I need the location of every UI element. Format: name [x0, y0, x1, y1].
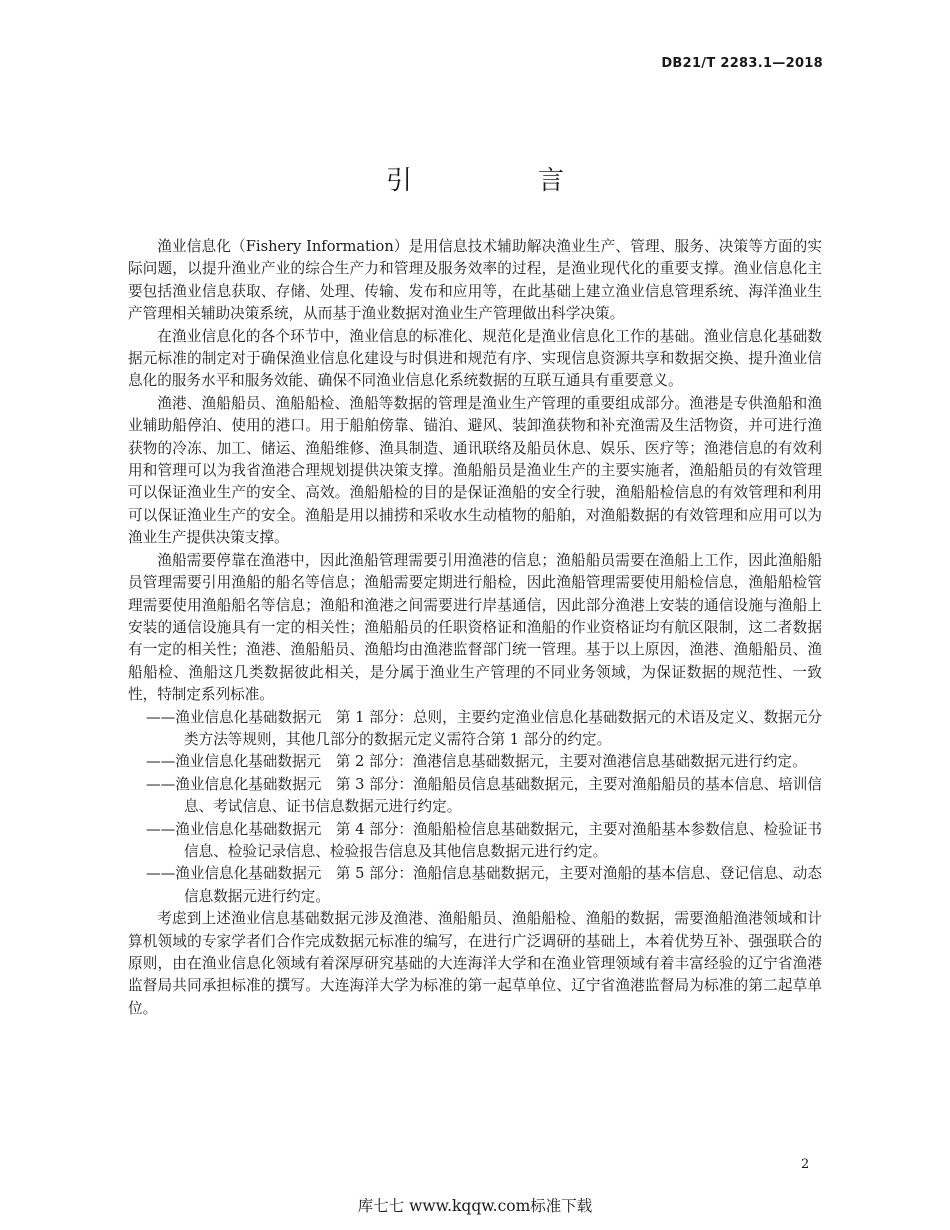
list-item: ——渔业信息化基础数据元 第 1 部分：总则，主要约定渔业信息化基础数据元的术语及定义、数据元分类方法等规则，其他几部分的数据元定义需符合第 1 部分的约定。: [146, 708, 822, 748]
list-item: ——渔业信息化基础数据元 第 3 部分：渔船船员信息基础数据元，主要对渔船船员的基本信息、培训信息、考试信息、证书信息数据元进行约定。: [146, 775, 822, 816]
list-item: ——渔业信息化基础数据元 第 4 部分：渔船船检信息基础数据元，主要对渔船基本参数信息、检验证书信息、检验记录信息、检验报告信息及其他信息数据元进行约定。: [146, 820, 822, 860]
list-item: ——渔业信息化基础数据元 第 2 部分：渔港信息基础数据元，主要对渔港信息基础数据元进行约定。: [146, 753, 807, 771]
page-title: 引 言: [385, 166, 614, 196]
closing-paragraph: 考虑到上述渔业信息基础数据元涉及渔港、渔船船员、渔船船检、渔船的数据，需要渔船渔港领域和计算机领域的专家学者们合作完成数据元标准的编写，在进行广泛调研的基础上，本着优势互补、强强联合的原则，由在渔业信息化领域有着深厚研究基础的大连海洋大学和在渔业管理领域有着丰富经验的辽宁省渔港监督局共同承担标准的撰写。大连海洋大学为标准的第一起草单位、辽宁省渔港监督局为标准的第二起草单位。: [128, 910, 822, 1017]
intro-paragraph-1: 渔业信息化（Fishery Information）是用信息技术辅助解决渔业生产、管理、服务、决策等方面的实际问题，以提升渔业产业的综合生产力和管理及服务效率的过程，是渔业现代化的重要支撑。渔业信息化主要包括渔业信息获取、存储、处理、传输、发布和应用等，在此基础上建立渔业信息管理系统、海洋渔业生产管理相关辅助决策系统，从而基于渔业数据对渔业生产管理做出科学决策。: [128, 238, 822, 323]
intro-paragraph-3: 渔港、渔船船员、渔船船检、渔船等数据的管理是渔业生产管理的重要组成部分。渔港是专供渔船和渔业辅助船停泊、使用的港口。用于船舶傍靠、锚泊、避风、装卸渔获物和补充渔需及生活物资，并可进行渔获物的冷冻、加工、储运、渔船维修、渔具制造、通讯联络及船员休息、娱乐、医疗等；渔港信息的有效利用和管理可以为我省渔港合理规划提供决策支撑。渔船船员是渔业生产的主要实施者，渔船船员的有效管理可以保证渔业生产的安全、高效。渔船船检的目的是保证渔船的安全行驶，渔船船检信息的有效管理和利用可以保证渔业生产的安全。渔船是用以捕捞和采收水生动植物的船舶，对渔船数据的有效管理和应用可以为渔业生产提供决策支撑。: [128, 394, 822, 547]
page-number: 2: [801, 1157, 810, 1172]
list-item: ——渔业信息化基础数据元 第 5 部分：渔船信息基础数据元，主要对渔船的基本信息、登记信息、动态信息数据元进行约定。: [146, 865, 822, 905]
intro-paragraph-4: 渔船需要停靠在渔港中，因此渔船管理需要引用渔港的信息；渔船船员需要在渔船上工作，因此渔船船员管理需要引用渔船的船名等信息；渔船需要定期进行船检，因此渔船管理需要使用船检信息，渔船船检管理需要使用渔船船名等信息；渔船和渔港之间需要进行岸基通信，因此部分渔港上安装的通信设施与渔船上安装的通信设施具有一定的相关性；渔船船员的任职资格证和渔船的作业资格证均有航区限制，这二者数据有一定的相关性；渔港、渔船船员、渔船均由渔港监督部门统一管理。基于以上原因，渔港、渔船船员、渔船船检、渔船这几类数据彼此相关，是分属于渔业生产管理的不同业务领域，为保证数据的规范性、一致性，特制定系列标准。: [128, 551, 822, 704]
standard-parts-list: [128, 707, 822, 909]
intro-paragraph-2: 在渔业信息化的各个环节中，渔业信息的标准化、规范化是渔业信息化工作的基础。渔业信息化基础数据元标准的制定对于确保渔业信息化建设与时俱进和规范有序、实现信息资源共享和数据交换、提升渔业信息化的服务水平和服务效能、确保不同渔业信息化系统数据的互联互通具有重要意义。: [128, 327, 822, 390]
document-body: [128, 236, 822, 1020]
footer-watermark: 库七七 www.kqqw.com标准下载: [357, 1197, 593, 1215]
standard-code: DB21/T 2283.1—2018: [661, 56, 823, 71]
